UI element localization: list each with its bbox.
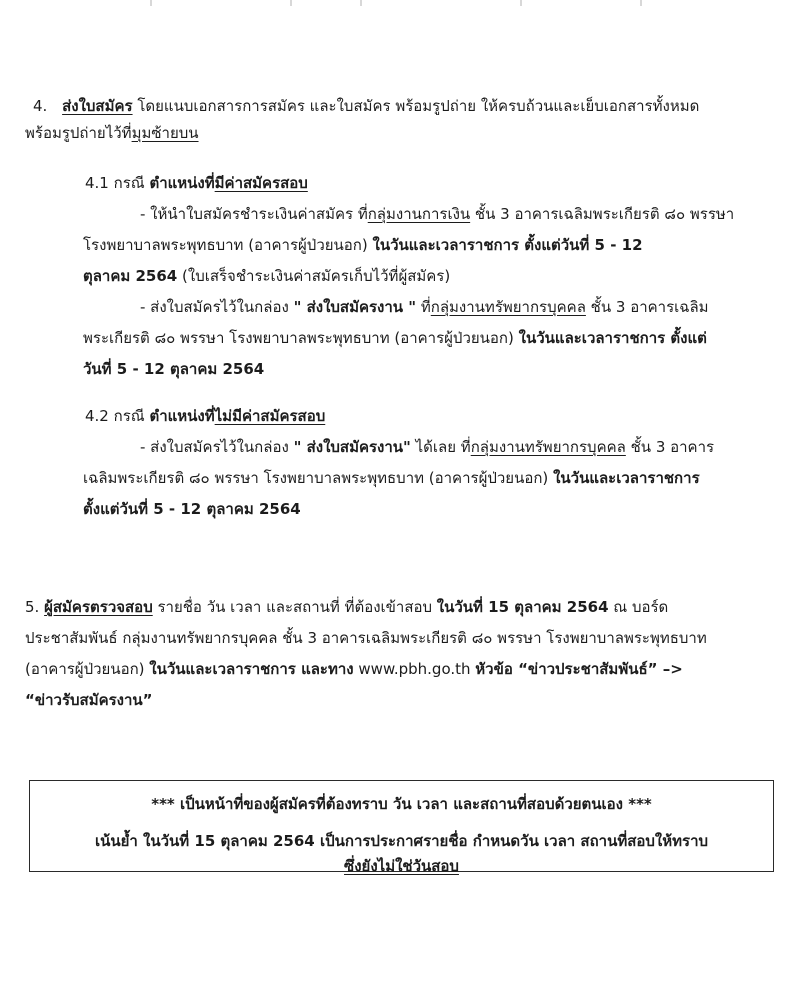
section5-number: 5. [25, 598, 45, 616]
sub42-item1-box-name: " ส่งใบสมัครงาน" [293, 438, 411, 456]
sub41-item2-line1 [140, 296, 709, 318]
section5-line3-bold: ในวันและเวลาราชการ และทาง [149, 660, 354, 678]
section5-line3-text: (อาคารผู้ป่วยนอก) [25, 660, 150, 678]
sub41-item2-line2 [83, 327, 707, 349]
sub41-item1-finance-unit: กลุ่มงานการเงิน [367, 205, 471, 223]
sub41-item1-line2-text: โรงพยาบาลพระพุทธบาท (อาคารผู้ป่วยนอก) [83, 236, 373, 254]
sub41-heading [85, 172, 308, 194]
sub42-item1-post: ชั้น 3 อาคาร [625, 438, 715, 456]
sub41-heading-underlined: มีค่าสมัครสอบ [214, 174, 308, 192]
section4-line2-underlined: มุมซ้ายบน [131, 124, 199, 142]
sub41-item2-hr-unit: กลุ่มงานทรัพยากรบุคคล [430, 298, 586, 316]
section4-line2 [25, 122, 199, 144]
sub42-item1-pre: - ส่งใบสมัครไว้ในกล่อง [140, 438, 294, 456]
sub41-item1-line3-bold: ตุลาคม 2564 [83, 267, 178, 285]
sub41-item1-line2 [83, 234, 643, 256]
section5-line1-text: รายชื่อ วัน เวลา และสถานที่ ที่ต้องเข้าสอบ [152, 598, 437, 616]
section5-line2 [25, 627, 707, 649]
section4-number: 4. [33, 97, 48, 115]
sub41-item1-line2-bold: ในวันและเวลาราชการ ตั้งแต่วันที่ 5 - 12 [372, 236, 643, 254]
notice-line3: ซึ่งยังไม่ใช่วันสอบ [344, 857, 459, 875]
section5-heading: ผู้สมัครตรวจสอบ [44, 598, 153, 616]
section4-line1-text: โดยแนบเอกสารการสมัคร และใบสมัคร พร้อมรูปถ่าย ให้ครบถ้วนและเย็บเอกสารทั้งหมด [132, 97, 700, 115]
sub41-item2-line2-bold: ในวันและเวลาราชการ ตั้งแต่ [518, 329, 707, 347]
section5-line4 [25, 689, 153, 711]
sub42-heading-underlined: ไม่มีค่าสมัครสอบ [214, 407, 326, 425]
section4-line2-text: พร้อมรูปถ่ายไว้ที่ [25, 124, 132, 142]
sub41-item1-pre: - ให้นำใบสมัครชำระเงินค่าสมัคร ที่ [140, 205, 368, 223]
sub41-item1-post: ชั้น 3 อาคารเฉลิมพระเกียรติ ๘๐ พรรษา [470, 205, 735, 223]
sub42-heading-bold: ตำแหน่งที่ [149, 407, 215, 425]
sub42-item1-line2-text: เฉลิมพระเกียรติ ๘๐ พรรษา โรงพยาบาลพระพุทธบาท (อาคารผู้ป่วยนอก) [83, 469, 554, 487]
section4-line1 [33, 95, 699, 117]
sub41-item2-post: ชั้น 3 อาคารเฉลิม [585, 298, 709, 316]
section5-line1 [25, 596, 668, 618]
sub41-heading-bold: ตำแหน่งที่ [149, 174, 215, 192]
sub41-item1-line1 [140, 203, 734, 225]
sub42-item1-line1 [140, 436, 714, 458]
sub41-item2-line2-text: พระเกียรติ ๘๐ พรรษา โรงพยาบาลพระพุทธบาท (อาคารผู้ป่วยนอก) [83, 329, 519, 347]
sub42-item1-line2-bold: ในวันและเวลาราชการ [553, 469, 700, 487]
sub42-heading [85, 405, 325, 427]
sub42-heading-prefix: 4.2 กรณี [85, 407, 150, 425]
section5-line3-topic: หัวข้อ “ข่าวประชาสัมพันธ์” –> [475, 660, 683, 678]
sub42-item1-line2 [83, 467, 700, 489]
section4-heading: ส่งใบสมัคร [62, 97, 133, 115]
sub41-heading-prefix: 4.1 กรณี [85, 174, 150, 192]
sub41-item1-line3-text: (ใบเสร็จชำระเงินค่าสมัครเก็บไว้ที่ผู้สมัคร) [177, 267, 451, 285]
section5-line1-date: ในวันที่ 15 ตุลาคม 2564 [436, 598, 609, 616]
sub42-item1-line3 [83, 498, 301, 520]
notice-line1: *** เป็นหน้าที่ของผู้สมัครที่ต้องทราบ วัน เวลา และสถานที่สอบด้วยตนเอง *** [151, 795, 652, 813]
sub41-item2-pre: - ส่งใบสมัครไว้ในกล่อง [140, 298, 294, 316]
sub42-item1-line3-bold: ตั้งแต่วันที่ 5 - 12 ตุลาคม 2564 [83, 500, 301, 518]
sub41-item2-line3 [83, 358, 264, 380]
sub41-item2-line3-bold: วันที่ 5 - 12 ตุลาคม 2564 [83, 360, 265, 378]
section5-line3 [25, 658, 683, 680]
sub41-item1-line3 [83, 265, 450, 287]
section5-line2-text: ประชาสัมพันธ์ กลุ่มงานทรัพยากรบุคคล ชั้น 3 อาคารเฉลิมพระเกียรติ ๘๐ พรรษา โรงพยาบาลพระพุทธบาท [25, 629, 707, 647]
section5-line1-post: ณ บอร์ด [608, 598, 669, 616]
section5-website-url: www.pbh.go.th [353, 660, 476, 678]
sub42-item1-hr-unit: กลุ่มงานทรัพยากรบุคคล [470, 438, 626, 456]
top-edge-marks [0, 0, 800, 8]
sub41-item2-mid: ที่ [416, 298, 431, 316]
sub41-item2-box-name: " ส่งใบสมัครงาน " [293, 298, 417, 316]
sub42-item1-mid: ได้เลย ที่ [410, 438, 471, 456]
section5-line4-topic: “ข่าวรับสมัครงาน” [25, 691, 153, 709]
notice-line2: เน้นย้ำ ในวันที่ 15 ตุลาคม 2564 เป็นการประกาศรายชื่อ กำหนดวัน เวลา สถานที่สอบให้ทราบ [94, 832, 709, 850]
